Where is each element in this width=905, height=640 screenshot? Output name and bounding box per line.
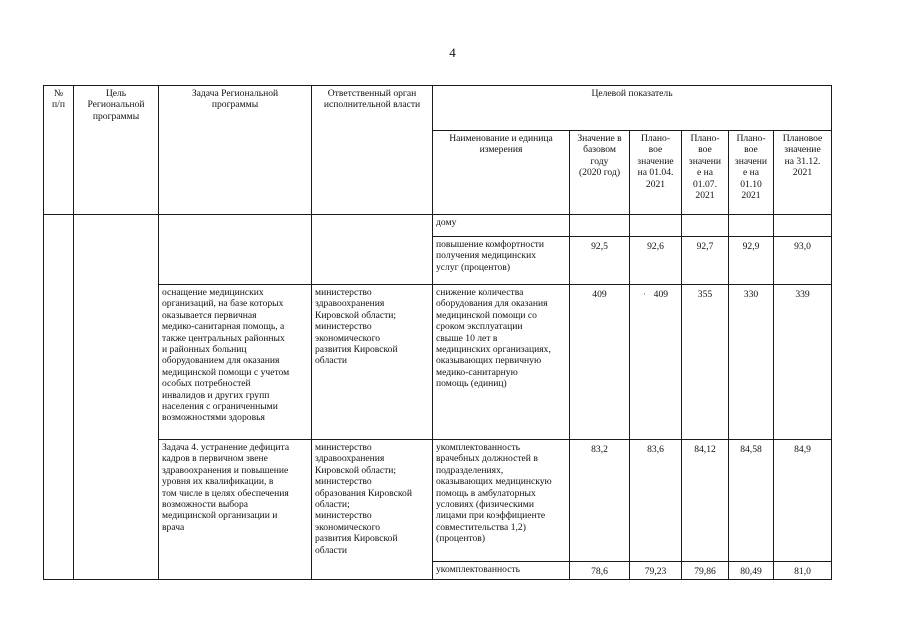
value-base: 78,6 (570, 562, 630, 580)
header-plan-0104: Плано- вое значение на 01.04. 2021 (630, 131, 682, 215)
page-number: 4 (449, 45, 456, 60)
indicator-name: дому (433, 215, 570, 237)
header-goal: Цель Региональной программы (74, 86, 159, 215)
task-cell: оснащение медицинских организаций, на базе которых оказывается первичная медико-санитарная помощь, а также центральных районных и районных больниц оборудованием для оказания медицинской помощи с учетом особых потребностей инвалидов и других групп населения с ограниченными возможностями здоровья (159, 285, 312, 440)
header-plan-0110: Плано- вое значени е на 01.10 2021 (729, 131, 774, 215)
value-plan-0104 (630, 285, 682, 440)
value-cell (729, 215, 774, 237)
value-plan-0104: 83,6 (630, 440, 682, 562)
goal-cell (74, 215, 159, 580)
header-indicator: Целевой показатель (433, 86, 832, 131)
value-plan-3112: 339 (774, 285, 832, 440)
value-plan-0110: 84,58 (729, 440, 774, 562)
organ-cell: министерство здравоохранения Кировской области; министерство образования Кировской области; министерство экономического развития Кировской области (312, 440, 433, 580)
value-plan-3112: 81,0 (774, 562, 832, 580)
table-row (44, 440, 832, 562)
header-row-1 (44, 86, 832, 131)
indicator-name: снижение количества оборудования для оказания медицинской помощи со сроком эксплуатации свыше 10 лет в медицинских организациях, оказывающих первичную медико-санитарную помощь (единиц) (433, 285, 570, 440)
value-plan-0107: 79,86 (682, 562, 729, 580)
value-cell (774, 215, 832, 237)
target-indicators-table (43, 85, 832, 580)
value-base: 409 (570, 285, 630, 440)
table-row (44, 285, 832, 440)
header-plan-0107: Плано- вое значени е на 01.07. 2021 (682, 131, 729, 215)
header-task: Задача Региональной программы (159, 86, 312, 215)
value-plan-3112: 84,9 (774, 440, 832, 562)
header-base-value: Значение в базовом году (2020 год) (570, 131, 630, 215)
value-plan-0104: 92,6 (630, 237, 682, 285)
header-name-unit: Наименование и единица измерения (433, 131, 570, 215)
indicator-name: повышение комфортности получения медицинских услуг (процентов) (433, 237, 570, 285)
value-cell (630, 215, 682, 237)
indicator-name: укомплектованность врачебных должностей в подразделениях, оказывающих медицинскую помощь в амбулаторных условиях (физическими лицами при коэффициенте совместительства 1,2) (процентов) (433, 440, 570, 562)
value-cell (682, 215, 729, 237)
organ-cell (312, 215, 433, 285)
value-plan-3112: 93,0 (774, 237, 832, 285)
value-plan-0110: 92,9 (729, 237, 774, 285)
value-plan-0107: 355 (682, 285, 729, 440)
value-plan-0110: 80,49 (729, 562, 774, 580)
value-plan-0107: 92,7 (682, 237, 729, 285)
value-plan-0110: 330 (729, 285, 774, 440)
stray-mark: · (642, 290, 646, 299)
organ-cell: министерство здравоохранения Кировской области; министерство экономического развития Кировской области (312, 285, 433, 440)
value-cell (570, 215, 630, 237)
value-text: 409 (653, 289, 669, 300)
num-cell (44, 215, 74, 580)
value-base: 92,5 (570, 237, 630, 285)
value-plan-0104: 79,23 (630, 562, 682, 580)
indicator-name: укомплектованность (433, 562, 570, 580)
task-cell (159, 215, 312, 285)
task-cell: Задача 4. устранение дефицита кадров в первичном звене здравоохранения и повышение уровня их квалификации, в том числе в целях обеспечения возможности выбора медицинской организации и врача (159, 440, 312, 580)
header-organ: Ответственный орган исполнительной власти (312, 86, 433, 215)
value-plan-0107: 84,12 (682, 440, 729, 562)
table-row (44, 215, 832, 237)
header-num: № п/п (44, 86, 74, 215)
header-plan-3112: Плановое значение на 31.12. 2021 (774, 131, 832, 215)
value-base: 83,2 (570, 440, 630, 562)
